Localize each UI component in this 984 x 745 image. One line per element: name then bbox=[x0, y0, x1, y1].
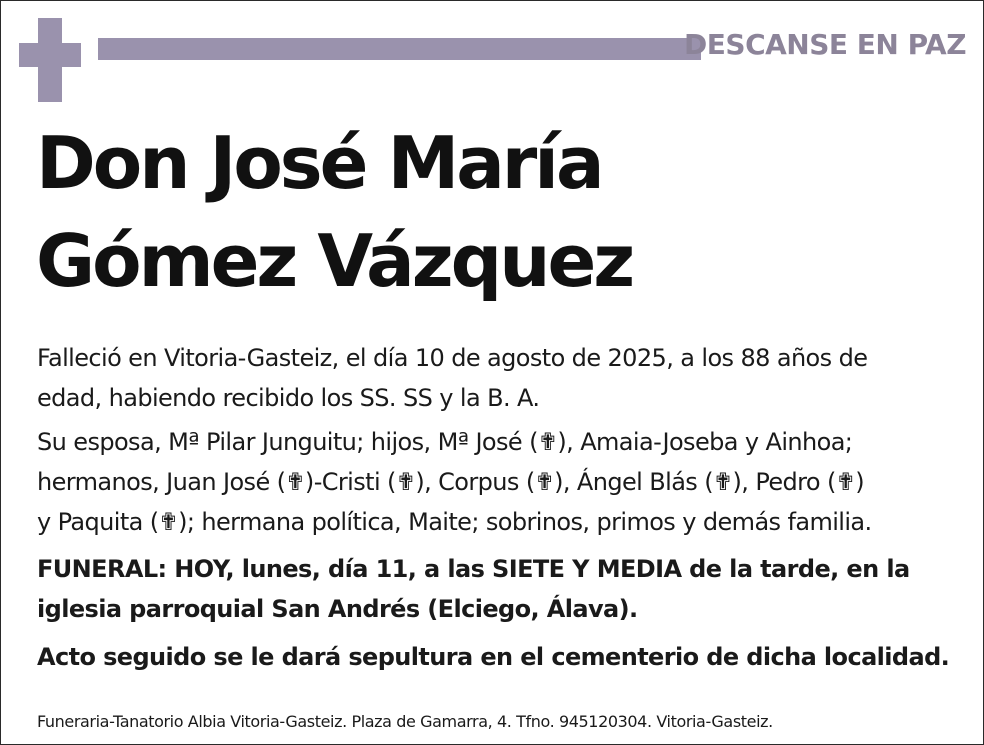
death-notice-paragraph bbox=[37, 338, 957, 418]
family-paragraph bbox=[37, 422, 957, 542]
paragraph-line: Falleció en Vitoria-Gasteiz, el día 10 de agosto de 2025, a los 88 años de bbox=[37, 344, 868, 372]
funeral-paragraph bbox=[37, 549, 957, 629]
cross-icon bbox=[19, 18, 81, 102]
paragraph-line: y Paquita (✟); hermana política, Maite; sobrinos, primos y demás familia. bbox=[37, 508, 872, 536]
paragraph-line: Acto seguido se le dará sepultura en el cementerio de dicha localidad. bbox=[37, 643, 950, 671]
deceased-name-line1: Don José María bbox=[36, 121, 602, 205]
funeral-home-footer: Funeraria-Tanatorio Albia Vitoria-Gasteiz. Plaza de Gamarra, 4. Tfno. 945120304. Vitoria-Gasteiz. bbox=[37, 712, 773, 731]
paragraph-line: iglesia parroquial San Andrés (Elciego, Álava). bbox=[37, 595, 638, 623]
paragraph-line: hermanos, Juan José (✟)-Cristi (✟), Corpus (✟), Ángel Blás (✟), Pedro (✟) bbox=[37, 468, 865, 496]
header-title: DESCANSE EN PAZ bbox=[684, 28, 966, 61]
header-rule bbox=[98, 38, 701, 60]
burial-paragraph bbox=[37, 637, 957, 677]
paragraph-line: Su esposa, Mª Pilar Junguitu; hijos, Mª José (✟), Amaia-Joseba y Ainhoa; bbox=[37, 428, 853, 456]
paragraph-line: FUNERAL: HOY, lunes, día 11, a las SIETE Y MEDIA de la tarde, en la bbox=[37, 555, 910, 583]
deceased-name-line2: Gómez Vázquez bbox=[36, 219, 633, 303]
cross-horizontal bbox=[19, 43, 81, 67]
paragraph-line: edad, habiendo recibido los SS. SS y la B. A. bbox=[37, 384, 540, 412]
deceased-name bbox=[36, 114, 956, 310]
